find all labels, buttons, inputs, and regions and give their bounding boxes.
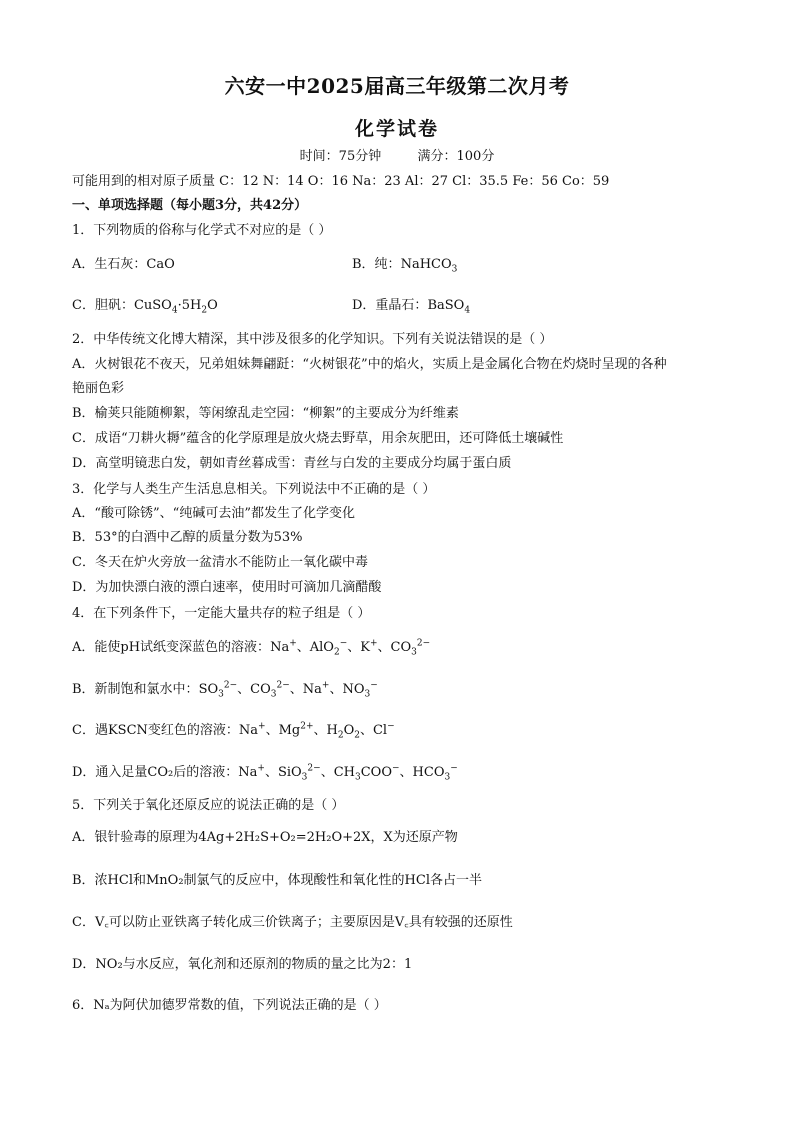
q4-option-b: B．新制饱和氯水中：$SO_3^{2-}$、$CO_3^{2-}$、Na+、$NO_3^-$	[72, 680, 378, 700]
q3-option-d: D．为加快漂白液的漂白速率，使用时可滴加几滴醋酸	[72, 580, 382, 595]
q4-option-a: A．能使pH试纸变深蓝色的溶液：Na+、AlO$_2$−、K+、$CO_3^{2-}$	[72, 638, 431, 658]
full-score: 满分：100分	[417, 149, 495, 164]
q1-option-d: D．重晶石：BaSO$_4$	[352, 298, 471, 316]
q4-stem: 4．在下列条件下，一定能大量共存的粒子组是（ ）	[72, 606, 371, 621]
q5-option-c: C．V꜀可以防止亚铁离子转化成三价铁离子；主要原因是V꜀具有较强的还原性	[72, 915, 513, 930]
q3-stem: 3．化学与人类生产生活息息相关。下列说法中不正确的是（ ）	[72, 482, 436, 497]
q1-option-a: A．生石灰：CaO	[72, 257, 175, 272]
q4-b-label: B．新制饱和氯水中：	[72, 682, 199, 697]
q2-option-a-line2: 艳丽色彩	[72, 381, 125, 396]
exam-title: 六安一中2025届高三年级第二次月考	[224, 74, 570, 98]
q2-option-a-line1: A．火树银花不夜天，兄弟姐妹舞翩跹：“火树银花”中的焰火，实质上是金属化合物在灼烧时呈现的各种	[72, 357, 667, 372]
subject-title: 化学试卷	[354, 118, 439, 140]
q5-option-a: A．银针验毒的原理为4Ag+2H₂S+O₂=2H₂O+2X，X为还原产物	[72, 830, 458, 845]
q1-b-label: B．纯：	[352, 257, 401, 272]
q2-option-c: C．成语“刀耕火耨”蕴含的化学原理是放火烧去野草，用余灰肥田，还可降低土壤碱性	[72, 431, 564, 446]
q2-option-d: D．高堂明镜悲白发，朝如青丝暮成雪：青丝与白发的主要成分均属于蛋白质	[72, 456, 512, 471]
q4-c-label: C．遇KSCN变红色的溶液：	[72, 723, 239, 738]
q3-option-b: B．53°的白酒中乙醇的质量分数为53%	[72, 530, 303, 545]
q4-d-label: D．通入足量CO₂后的溶液：	[72, 765, 239, 780]
section-heading: 一、单项选择题（每小题3分，共42分）	[72, 198, 308, 213]
q1-c-formula-end: O	[207, 298, 218, 313]
q1-c-formula-part: ·5H	[177, 298, 202, 313]
q1-c-formula: CuSO	[133, 298, 172, 313]
q1-option-c: C．胆矾：$CuSO_4\cdot 5H_2O$	[72, 298, 218, 316]
atomic-masses: 可能用到的相对原子质量 C：12 N：14 O：16 Na：23 Al：27 Cl：35.5 Fe：56 Co：59	[72, 174, 610, 189]
q5-option-b: B．浓HCl和MnO₂制氯气的反应中，体现酸性和氧化性的HCl各占一半	[72, 873, 482, 888]
q3-option-a: A．“酸可除锈”、“纯碱可去油”都发生了化学变化	[72, 506, 355, 521]
q1-b-formula: NaHCO	[400, 257, 452, 272]
q5-stem: 5．下列关于氧化还原反应的说法正确的是（ ）	[72, 798, 345, 813]
exam-info	[0, 148, 794, 166]
q3-option-c: C．冬天在炉火旁放一盆清水不能防止一氧化碳中毒	[72, 555, 368, 570]
q4-option-c: C．遇KSCN变红色的溶液：Na+、$Mg^{2+}$、$H_2O_2$、Cl−	[72, 721, 395, 741]
q2-option-b: B．榆荚只能随柳絮，等闲缭乱走空园：“柳絮”的主要成分为纤维素	[72, 406, 459, 421]
q6-stem: 6．Nₐ为阿伏加德罗常数的值，下列说法正确的是（ ）	[72, 998, 387, 1013]
q5-option-d: D．NO₂与水反应，氧化剂和还原剂的物质的量之比为2：1	[72, 957, 413, 972]
q2-stem: 2．中华传统文化博大精深，其中涉及很多的化学知识。下列有关说法错误的是（ ）	[72, 332, 553, 347]
q1-d-label: D．重晶石：	[352, 298, 428, 313]
q1-d-formula: BaSO	[427, 298, 465, 313]
q4-option-d: D．通入足量CO₂后的溶液：Na+、SiO$_3^{2-}$、$CH_3COO^-$、$HCO_3^-$	[72, 763, 458, 783]
q1-stem: 1．下列物质的俗称与化学式不对应的是（ ）	[72, 223, 332, 238]
q4-a-label: A．能使pH试纸变深蓝色的溶液：	[72, 640, 271, 655]
exam-time: 时间：75分钟	[299, 149, 382, 164]
q1-option-b: B．纯：NaHCO$_3$	[352, 257, 458, 275]
q1-c-label: C．胆矾：	[72, 298, 134, 313]
